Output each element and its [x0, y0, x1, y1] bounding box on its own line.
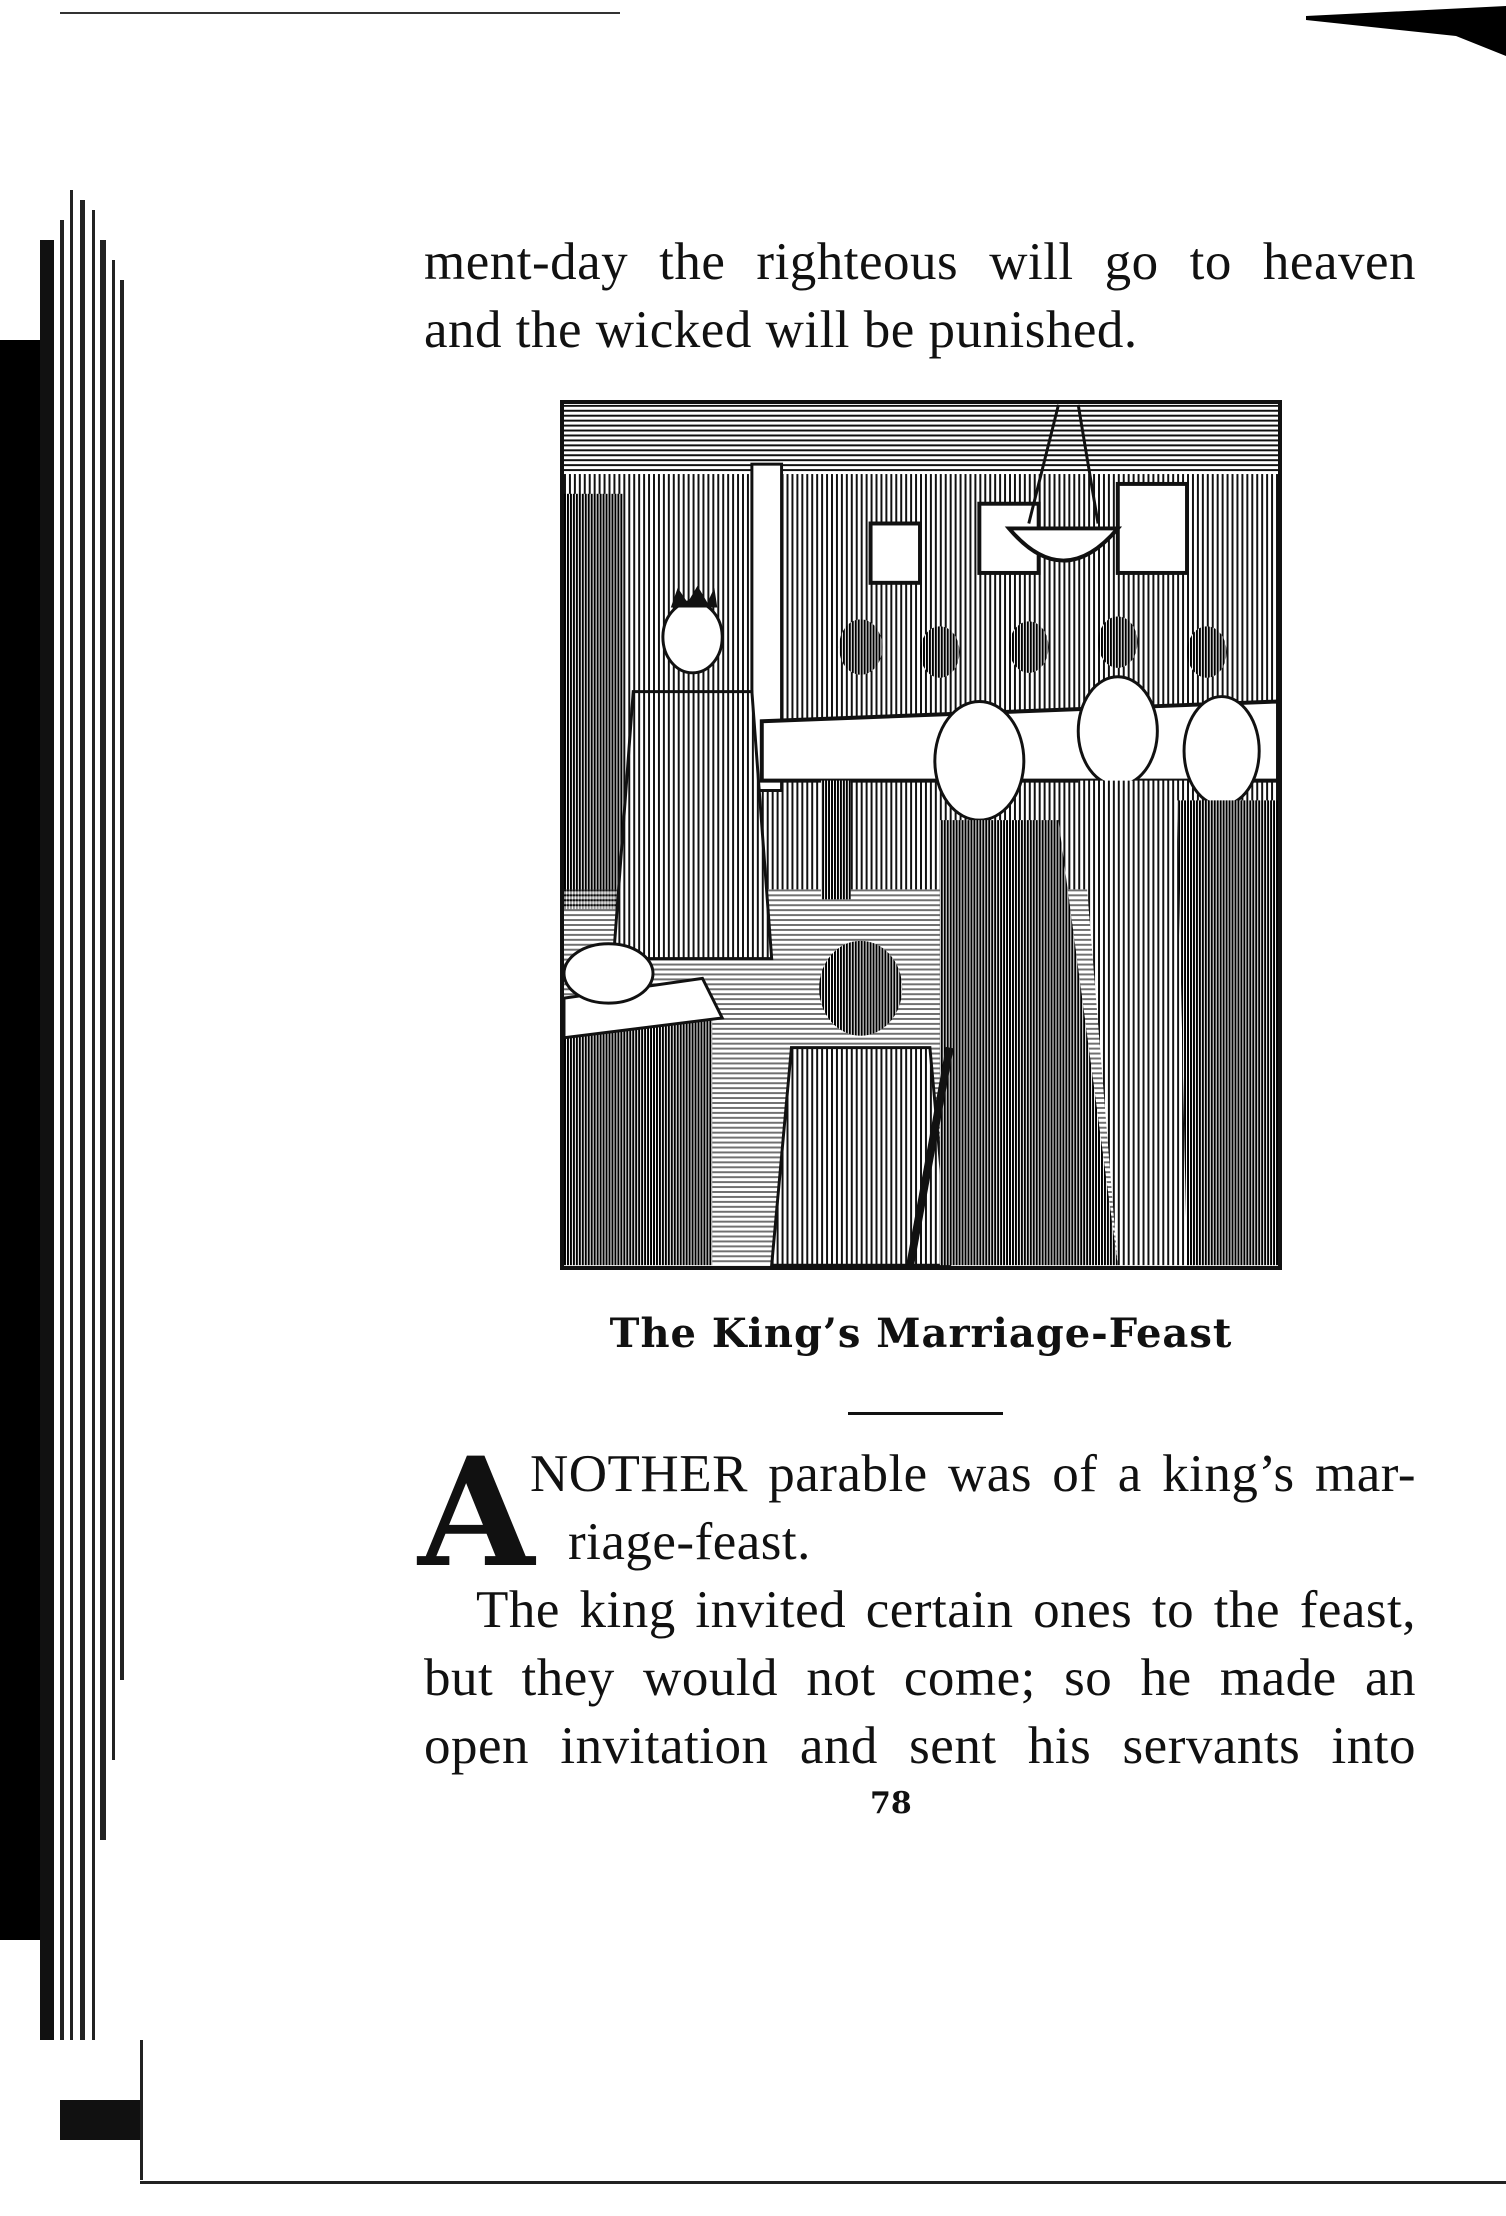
text-line: riage-feast. [568, 1513, 811, 1571]
text-line: NOTHER parable was of a king’s mar- [530, 1445, 1416, 1503]
drop-cap: A [418, 1425, 535, 1601]
text-line: and the wicked will be punished. [424, 301, 1138, 359]
text-line: ment-day the righteous will go to heaven [424, 233, 1416, 291]
scan-top-edge [60, 12, 620, 14]
scan-binding-edge [0, 40, 150, 2180]
illustration-kings-feast [560, 400, 1282, 1270]
figure-caption: The King’s Marriage-Feast [609, 1310, 1233, 1357]
page-number: 78 [870, 1786, 912, 1821]
scan-bottom-edge [140, 2181, 1506, 2184]
caption-divider [848, 1412, 1003, 1415]
text-line: The king invited certain ones to the feast, [476, 1581, 1416, 1639]
scan-corner-fold [1306, 6, 1506, 56]
engraving [564, 404, 1278, 1266]
text-line: open invitation and sent his servants into [424, 1717, 1416, 1775]
text-line: but they would not come; so he made an [424, 1649, 1416, 1707]
